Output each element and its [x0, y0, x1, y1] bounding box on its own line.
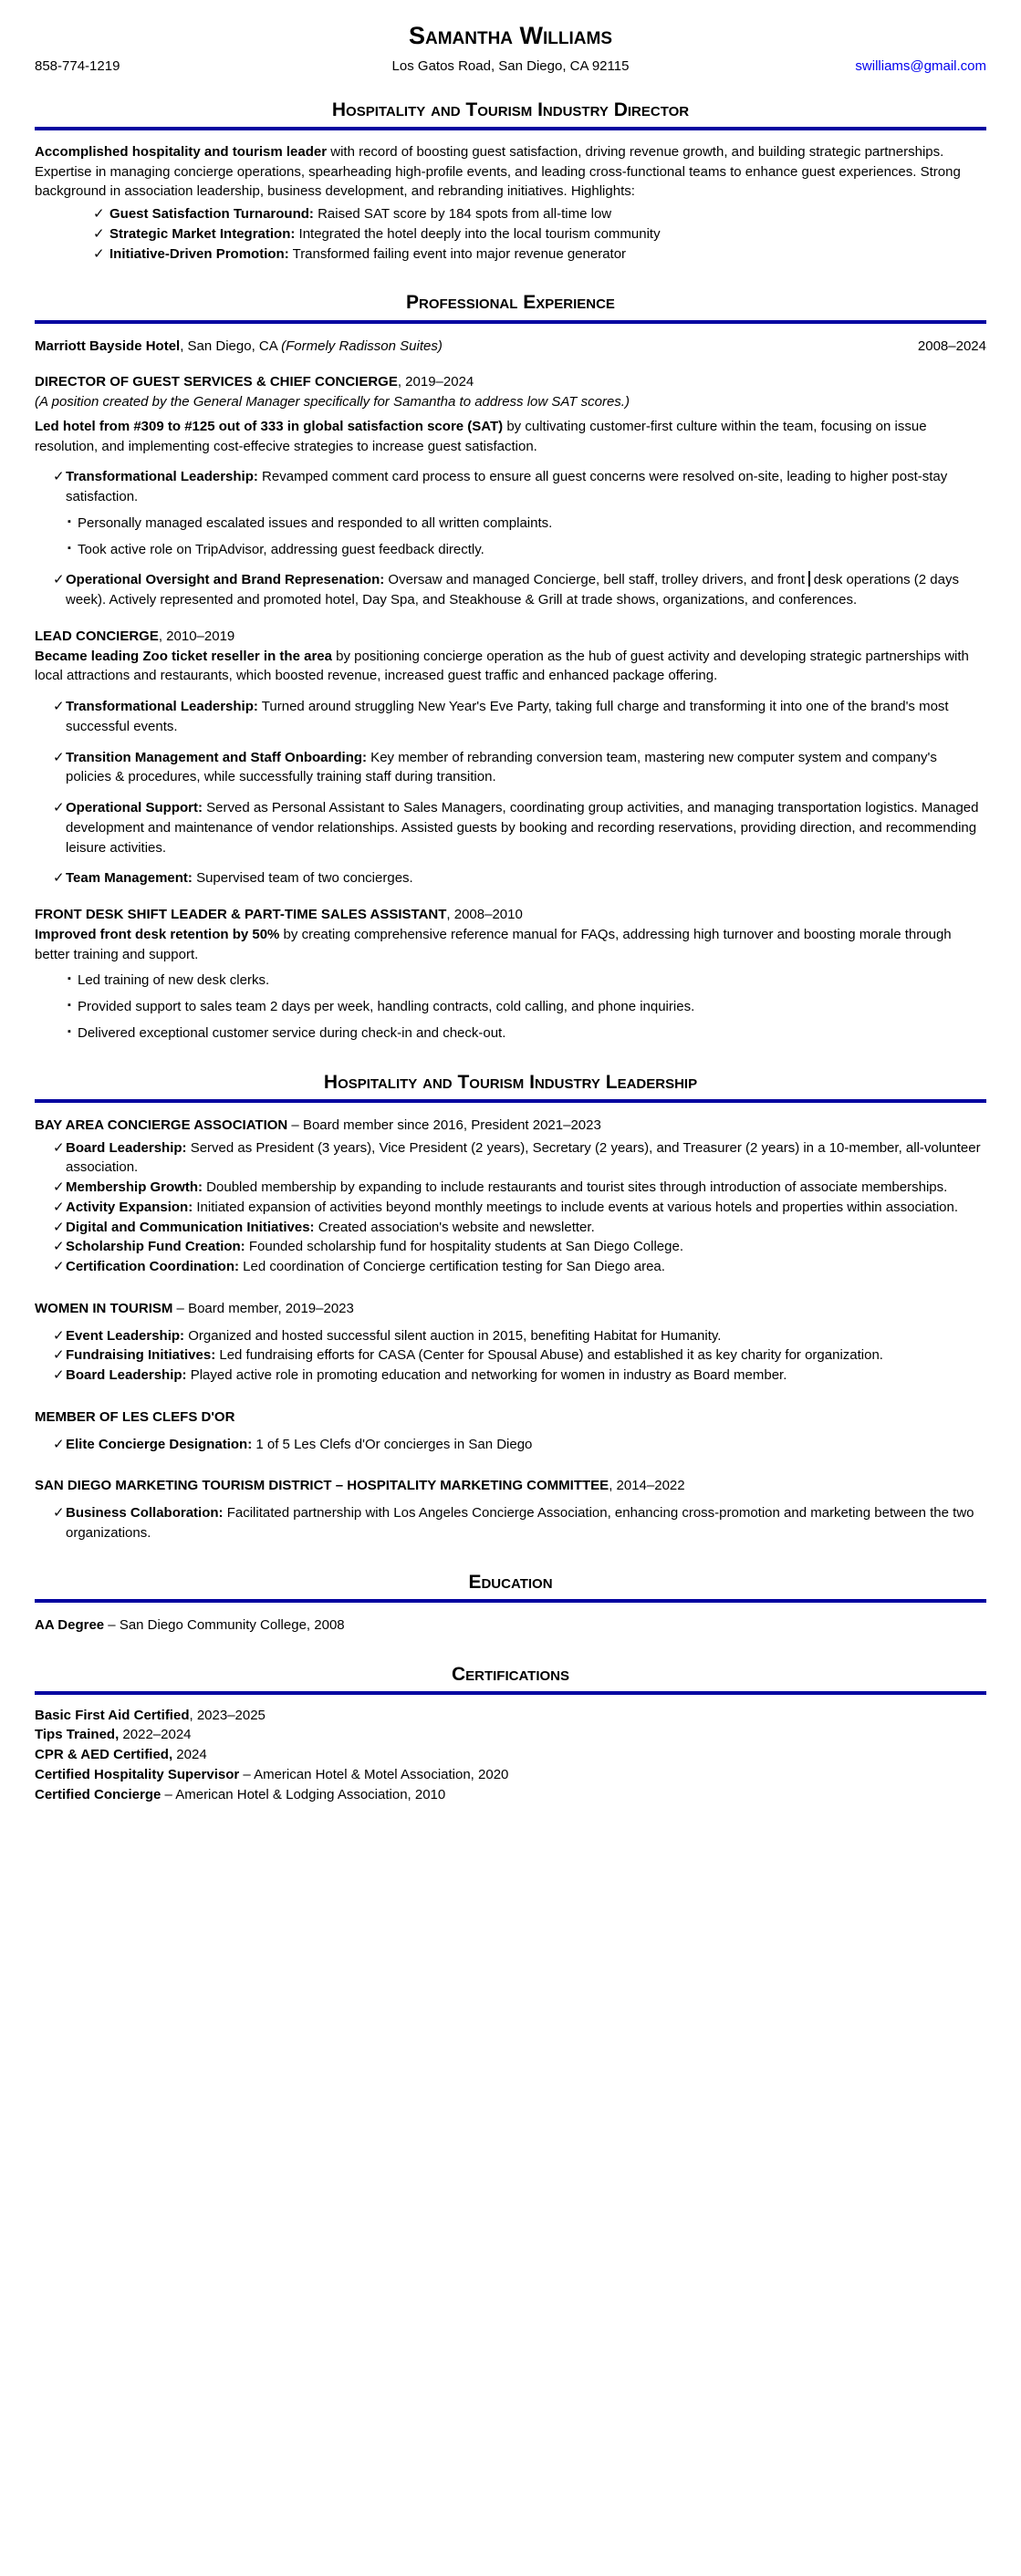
bullet-text: Played active role in promoting education and networking for women in industry as Board member. [186, 1367, 787, 1384]
bullet-label: Team Management: [66, 870, 193, 887]
org-name: SAN DIEGO MARKETING TOURISM DISTRICT – HOSPITALITY MARKETING COMMITTEE [35, 1478, 609, 1494]
bullet-label: Event Leadership: [66, 1327, 185, 1344]
certification-list [35, 1706, 986, 1805]
bullet-item [35, 1218, 986, 1238]
check-icon: ✓ [53, 870, 65, 887]
highlight-label: Guest Satisfaction Turnaround: [109, 206, 314, 223]
check-icon: ✓ [93, 225, 105, 242]
highlights-list [35, 204, 986, 264]
bullet-text: Oversaw and managed Concierge, bell staff, trolley drivers, and front [384, 572, 806, 588]
certification-detail: , 2023–2025 [189, 1707, 266, 1723]
check-icon: ✓ [53, 1367, 65, 1384]
bullet-label: Certification Coordination: [66, 1259, 239, 1275]
certification-entry [35, 1785, 986, 1805]
bullet-item [35, 1198, 986, 1218]
bullet-item [35, 467, 986, 507]
org-name: WOMEN IN TOURISM [35, 1300, 173, 1316]
certification-detail: – American Hotel & Lodging Association, 2010 [161, 1786, 446, 1802]
bullet-text: Turned around struggling New Year's Eve Party, taking full charge and transforming it into one of the brand's most successful events. [66, 699, 949, 734]
square-bullet-icon: ▪ [68, 515, 71, 527]
check-icon: ✓ [53, 572, 65, 588]
company-name: Marriott Bayside Hotel [35, 338, 181, 354]
highlight-label: Strategic Market Integration: [109, 225, 296, 242]
education-detail: – San Diego Community College, 2008 [104, 1616, 345, 1633]
org-descriptor: – Board member, 2019–2023 [172, 1300, 354, 1316]
bullet-item [35, 1237, 986, 1257]
highlight-item [35, 244, 986, 265]
certification-name: Certified Concierge [35, 1786, 161, 1802]
sub-bullet-item [35, 514, 986, 534]
square-bullet-icon: ▪ [68, 542, 71, 554]
highlight-text: Raised SAT score by 184 spots from all-time low [313, 206, 612, 223]
job-dates: , 2008–2010 [446, 907, 523, 923]
job-lead-rest: by creating comprehensive reference manual for FAQs, addressing high turnover and boosting morale through better training and support. [35, 926, 952, 962]
education-degree: AA Degree [35, 1616, 105, 1633]
summary-lead: Accomplished hospitality and tourism leader [35, 143, 328, 160]
bullet-item [35, 798, 986, 857]
bullet-text: Organized and hosted successful silent auction in 2015, benefiting Habitat for Humanity. [184, 1327, 722, 1344]
sub-bullet-text: Provided support to sales team 2 days per week, handling contracts, cold calling, and phone inquiries. [78, 999, 695, 1015]
job-lead-rest: by cultivating customer-first culture within the team, focusing on issue resolution, and implementing cost-effecive strategies to increase guest satisfaction. [35, 418, 927, 454]
check-icon: ✓ [53, 1259, 65, 1275]
bullet-label: Operational Oversight and Brand Represenation: [66, 572, 385, 588]
bullet-label: Operational Support: [66, 800, 203, 816]
bullet-text: Served as Personal Assistant to Sales Managers, coordinating group activities, and managing transportation logistics. Managed development and maintenance of vendor relationships. Assisted guests by booking and recording reservations, providing direction, and recommending leisure activities. [66, 800, 979, 856]
highlight-text: Integrated the hotel deeply into the local tourism community [295, 225, 661, 242]
check-icon: ✓ [53, 800, 65, 816]
bullet-label: Digital and Communication Initiatives: [66, 1219, 315, 1235]
bullet-text: Led fundraising efforts for CASA (Center for Spousal Abuse) and established it as key charity for organization. [215, 1347, 883, 1364]
bullet-text: 1 of 5 Les Clefs d'Or concierges in San Diego [252, 1436, 533, 1452]
check-icon: ✓ [53, 1239, 65, 1255]
doc-title: Hospitality and Tourism Industry Director [35, 99, 986, 130]
bullet-item [35, 1366, 986, 1386]
job-title: FRONT DESK SHIFT LEADER & PART-TIME SALES ASSISTANT [35, 907, 447, 923]
section-heading-certifications: Certifications [35, 1663, 986, 1695]
certification-entry [35, 1706, 986, 1726]
bullet-text: Served as President (3 years), Vice President (2 years), Secretary (2 years), and Treasurer (2 years) in a 10-member, all-volunteer association. [66, 1139, 981, 1176]
bullet-label: Elite Concierge Designation: [66, 1436, 253, 1452]
address: Los Gatos Road, San Diego, CA 92115 [391, 58, 630, 75]
org-descriptor: – Board member since 2016, President 2021–2023 [287, 1117, 601, 1133]
bullet-item [35, 748, 986, 788]
check-icon: ✓ [53, 1436, 65, 1452]
check-icon: ✓ [53, 1139, 65, 1156]
job-dates: , 2019–2024 [397, 374, 474, 390]
org-bullet-list [35, 1138, 986, 1277]
highlight-label: Initiative-Driven Promotion: [109, 245, 289, 262]
bullet-item [35, 1503, 986, 1543]
org-bullet-list [35, 1326, 986, 1386]
sub-bullet-item [35, 971, 986, 991]
certification-detail: 2024 [172, 1747, 207, 1763]
sub-bullet-text: Led training of new desk clerks. [78, 972, 270, 989]
job-lead-bold: Became leading Zoo ticket reseller in the area [35, 648, 332, 664]
org-descriptor: , 2014–2022 [609, 1478, 685, 1494]
job-title: LEAD CONCIERGE [35, 628, 159, 644]
bullet-text: Doubled membership by expanding to include restaurants and tourist sites through introduction of associate memberships. [203, 1179, 948, 1196]
sub-bullet-text: Delivered exceptional customer service during check-in and check-out. [78, 1024, 506, 1041]
bullet-label: Business Collaboration: [66, 1505, 224, 1522]
org-row [35, 1407, 986, 1428]
check-icon: ✓ [53, 749, 65, 765]
bullet-label: Transformational Leadership: [66, 469, 258, 485]
highlight-item [35, 224, 986, 244]
email-link[interactable]: swilliams@gmail.com [855, 58, 986, 75]
sub-bullet-item [35, 540, 986, 560]
check-icon: ✓ [53, 1505, 65, 1522]
check-icon: ✓ [53, 1327, 65, 1344]
job-lead-bold: Led hotel from #309 to #125 out of 333 in global satisfaction score (SAT) [35, 418, 504, 434]
sub-bullet-text: Took active role on TripAdvisor, addressing guest feedback directly. [78, 541, 484, 557]
job-title-row [35, 372, 986, 392]
sub-bullet-text: Personally managed escalated issues and responded to all written complaints. [78, 514, 553, 531]
company-note: (Formely Radisson Suites) [281, 338, 443, 354]
certification-entry [35, 1765, 986, 1785]
education-entry [35, 1615, 986, 1636]
bullet-label: Board Leadership: [66, 1139, 187, 1156]
check-icon: ✓ [53, 1347, 65, 1364]
check-icon: ✓ [93, 206, 105, 223]
bullet-item [35, 1178, 986, 1198]
company-location: , San Diego, CA [180, 338, 282, 354]
bullet-label: Board Leadership: [66, 1367, 187, 1384]
bullet-text: Facilitated partnership with Los Angeles Concierge Association, enhancing cross-promotion and marketing between the two organizations. [66, 1505, 974, 1541]
bullet-text: Revamped comment card process to ensure all guest concerns were resolved on-site, leading to higher post-stay satisfaction. [66, 469, 948, 505]
job-dates: , 2010–2019 [158, 628, 235, 644]
bullet-label: Transition Management and Staff Onboarding: [66, 749, 368, 765]
job-lead-bold: Improved front desk retention by 50% [35, 926, 280, 942]
org-row [35, 1476, 986, 1496]
company-line [35, 337, 443, 357]
bullet-label: Membership Growth: [66, 1179, 203, 1196]
check-icon: ✓ [53, 469, 65, 485]
bullet-text: Led coordination of Concierge certification testing for San Diego area. [239, 1259, 665, 1275]
bullet-item [35, 1138, 986, 1179]
job-title: DIRECTOR OF GUEST SERVICES & CHIEF CONCIERGE [35, 374, 398, 390]
bullet-label: Fundraising Initiatives: [66, 1347, 216, 1364]
bullet-text: Founded scholarship fund for hospitality students at San Diego College. [245, 1239, 683, 1255]
job-title-row [35, 905, 986, 925]
contact-email-cell [748, 57, 986, 77]
sub-bullet-item [35, 997, 986, 1017]
square-bullet-icon: ▪ [68, 973, 71, 985]
check-icon: ✓ [53, 699, 65, 715]
job-lead-paragraph [35, 925, 986, 965]
certification-name: Basic First Aid Certified [35, 1707, 190, 1723]
certification-detail: 2022–2024 [119, 1727, 192, 1743]
summary-paragraph [35, 142, 986, 202]
certification-entry [35, 1745, 986, 1765]
bullet-label: Activity Expansion: [66, 1199, 193, 1215]
bullet-item [35, 697, 986, 737]
certification-entry [35, 1725, 986, 1745]
org-name: MEMBER OF LES CLEFS D'OR [35, 1408, 235, 1425]
org-row [35, 1116, 986, 1136]
org-bullet-list [35, 1435, 986, 1455]
bullet-text: desk operations (2 days week). Actively represented and promoted hotel, Day Spa, and Steakhouse & Grill at trade shows, organizations, and conferences. [66, 572, 959, 608]
check-icon: ✓ [53, 1219, 65, 1235]
summary-rest: with record of boosting guest satisfaction, driving revenue growth, and building strategic partnerships. Expertise in managing concierge operations, spearheading high-profile events, and leading cross-functional teams to enhance guest experiences. Strong background in association leadership, business development, and rebranding initiatives. Highlights: [35, 143, 961, 200]
bullet-text: Initiated expansion of activities beyond monthly meetings to include events at various hotels and properties within association. [193, 1199, 959, 1215]
job-title-row [35, 627, 986, 647]
certification-name: CPR & AED Certified, [35, 1747, 173, 1763]
highlight-item [35, 204, 986, 224]
sub-bullet-item [35, 1023, 986, 1044]
bullet-item [35, 868, 986, 888]
certification-name: Tips Trained, [35, 1727, 120, 1743]
certification-name: Certified Hospitality Supervisor [35, 1766, 240, 1782]
job-note: (A position created by the General Manager specifically for Samantha to address low SAT scores.) [35, 394, 630, 410]
bullet-item [35, 1257, 986, 1277]
contact-row [35, 57, 986, 77]
company-dates: 2008–2024 [917, 338, 986, 354]
bullet-label: Transformational Leadership: [66, 699, 258, 715]
org-bullet-list [35, 1503, 986, 1543]
bullet-item [35, 1326, 986, 1346]
square-bullet-icon: ▪ [68, 1025, 71, 1037]
highlight-text: Transformed failing event into major revenue generator [288, 245, 627, 262]
org-name: BAY AREA CONCIERGE ASSOCIATION [35, 1117, 288, 1133]
square-bullet-icon: ▪ [68, 1000, 71, 1012]
section-heading-experience: Professional Experience [35, 291, 986, 323]
job-lead-rest: by positioning concierge operation as the hub of guest activity and developing strategic partnerships with local attractions and restaurants, which boosted revenue, increased guest traffic and enhanced package offering. [35, 648, 969, 684]
bullet-text: Supervised team of two concierges. [192, 870, 413, 887]
section-heading-leadership: Hospitality and Tourism Industry Leadership [35, 1071, 986, 1103]
bullet-item [35, 1435, 986, 1455]
bullet-item [35, 570, 986, 610]
certification-detail: – American Hotel & Motel Association, 2020 [239, 1766, 509, 1782]
bullet-item [35, 1345, 986, 1366]
check-icon: ✓ [53, 1199, 65, 1215]
check-icon: ✓ [93, 245, 105, 262]
phone-number: 858-774-1219 [35, 58, 120, 75]
company-row [35, 337, 986, 357]
candidate-name: Samantha Williams [408, 22, 613, 49]
bullet-text: Key member of rebranding conversion team, mastering new computer system and company's policies & procedures, while successfully training staff during transition. [66, 749, 937, 785]
job-lead-paragraph [35, 417, 986, 457]
bullet-label: Scholarship Fund Creation: [66, 1239, 245, 1255]
org-row [35, 1299, 986, 1319]
check-icon: ✓ [53, 1179, 65, 1196]
bullet-text: Created association's website and newsletter. [314, 1219, 595, 1235]
section-heading-education: Education [35, 1571, 986, 1603]
job-lead-paragraph [35, 647, 986, 687]
